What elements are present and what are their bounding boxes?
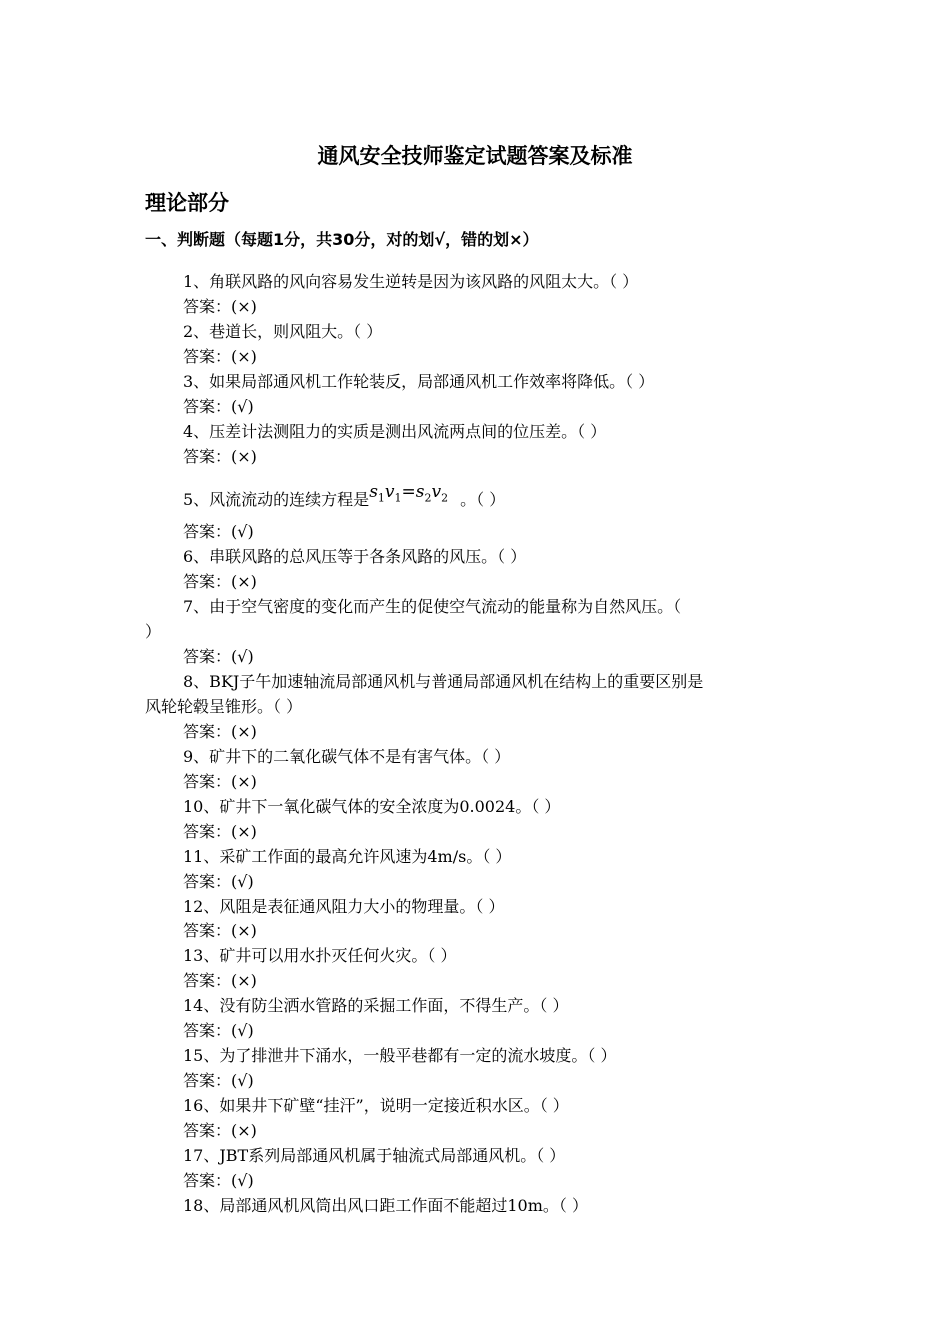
question-2: 2、巷道长，则风阻大。（ ） (183, 322, 383, 341)
question-10: 10、矿井下一氧化碳气体的安全浓度为0.0024。（ ） (183, 797, 561, 816)
answer-15: 答案：(√) (183, 1071, 254, 1090)
question-12: 12、风阻是表征通风阻力大小的物理量。（ ） (183, 897, 505, 916)
question-1: 1、角联风路的风向容易发生逆转是因为该风路的风阻太大。（ ） (183, 272, 639, 291)
question-5-text: 5、风流流动的连续方程是 (183, 490, 370, 509)
question-7: 7、由于空气密度的变化而产生的促使空气流动的能量称为自然风压。（ (183, 597, 682, 616)
question-8: 8、BKJ子午加速轴流局部通风机与普通局部通风机在结构上的重要区别是 (183, 672, 704, 691)
question-18: 18、局部通风机风筒出风口距工作面不能超过10m。（ ） (183, 1196, 588, 1215)
question-3: 3、如果局部通风机工作轮装反，局部通风机工作效率将降低。（ ） (183, 372, 655, 391)
question-7-continuation: ） (145, 622, 162, 641)
answer-3: 答案：(√) (183, 397, 254, 416)
subsection-heading: 一、判断题（每题1分，共30分，对的划√，错的划×） (145, 230, 539, 249)
answer-9: 答案：(×) (183, 772, 257, 791)
question-13: 13、矿井可以用水扑灭任何火灾。（ ） (183, 946, 457, 965)
answer-8: 答案：(×) (183, 722, 257, 741)
question-15: 15、为了排泄井下涌水，一般平巷都有一定的流水坡度。（ ） (183, 1046, 617, 1065)
section-heading: 理论部分 (145, 191, 229, 215)
answer-7: 答案：(√) (183, 647, 254, 666)
question-16: 16、如果井下矿壁“挂汗”，说明一定接近积水区。（ ） (183, 1096, 569, 1115)
question-9: 9、矿井下的二氧化碳气体不是有害气体。（ ） (183, 747, 511, 766)
answer-13: 答案：(×) (183, 971, 257, 990)
question-5 (183, 482, 506, 516)
answer-4: 答案：(×) (183, 447, 257, 466)
question-8-continuation: 风轮轮毂呈锥形。（ ） (145, 697, 303, 716)
answer-14: 答案：(√) (183, 1021, 254, 1040)
question-14: 14、没有防尘洒水管路的采掘工作面，不得生产。（ ） (183, 996, 569, 1015)
answer-6: 答案：(×) (183, 572, 257, 591)
answer-5: 答案：(√) (183, 522, 254, 541)
answer-10: 答案：(×) (183, 822, 257, 841)
answer-16: 答案：(×) (183, 1121, 257, 1140)
document-title: 通风安全技师鉴定试题答案及标准 (317, 144, 633, 168)
question-11: 11、采矿工作面的最高允许风速为4m/s。（ ） (183, 847, 512, 866)
answer-2: 答案：(×) (183, 347, 257, 366)
question-17: 17、JBT系列局部通风机属于轴流式局部通风机。（ ） (183, 1146, 566, 1165)
question-5-tail: 。（ ） (460, 490, 506, 509)
answer-17: 答案：(√) (183, 1171, 254, 1190)
answer-11: 答案：(√) (183, 872, 254, 891)
continuity-equation: $s_1v_1=s_2v_2$ (369, 482, 449, 505)
question-4: 4、压差计法测阻力的实质是测出风流两点间的位压差。（ ） (183, 422, 607, 441)
question-6: 6、串联风路的总风压等于各条风路的风压。（ ） (183, 547, 527, 566)
answer-12: 答案：(×) (183, 921, 257, 940)
answer-1: 答案：(×) (183, 297, 257, 316)
